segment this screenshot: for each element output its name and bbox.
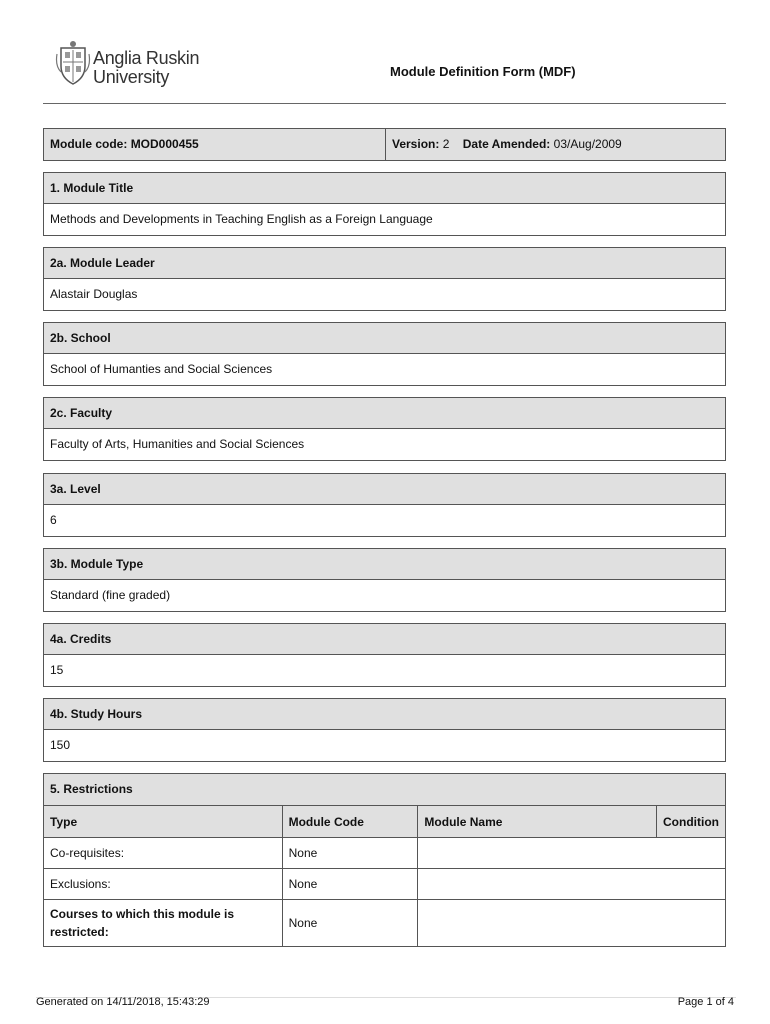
level-value: 6	[50, 513, 57, 527]
module-summary-row	[43, 128, 726, 161]
version-value: 2	[442, 137, 450, 151]
table-row	[44, 900, 725, 947]
column-header-module-code: Module Code	[282, 806, 418, 838]
row-type: Co-requisites:	[44, 838, 282, 869]
page-number: Page 1 of 4	[677, 996, 734, 1008]
school-section	[43, 322, 726, 386]
column-header-module-name: Module Name	[418, 806, 657, 838]
column-header-condition: Condition	[657, 806, 725, 838]
row-type: Courses to which this module is restricted:	[44, 900, 282, 947]
section-heading: 1. Module Title	[44, 173, 725, 204]
module-type-section	[43, 548, 726, 612]
table-header-row	[44, 806, 725, 838]
university-name-line1: Anglia Ruskin	[93, 48, 200, 68]
university-logo	[55, 38, 235, 88]
section-heading: 4b. Study Hours	[44, 699, 725, 730]
module-code-value: MOD000455	[130, 137, 199, 151]
credits-value: 15	[50, 663, 64, 677]
section-heading: 2c. Faculty	[44, 398, 725, 429]
row-module-name	[418, 838, 725, 869]
restrictions-section	[43, 773, 726, 947]
module-type-value: Standard (fine graded)	[50, 588, 171, 602]
module-leader-section	[43, 247, 726, 311]
module-code-label: Module code:	[50, 137, 128, 151]
column-header-type: Type	[44, 806, 282, 838]
row-module-name	[418, 900, 725, 947]
date-amended-value: 03/Aug/2009	[553, 137, 622, 151]
form-title: Module Definition Form (MDF)	[390, 64, 576, 79]
page-header	[43, 38, 726, 104]
row-type: Exclusions:	[44, 869, 282, 900]
faculty-value: Faculty of Arts, Humanities and Social Sciences	[50, 437, 305, 451]
restrictions-table	[44, 805, 725, 946]
section-heading: 2b. School	[44, 323, 725, 354]
faculty-section	[43, 397, 726, 461]
section-heading: 3b. Module Type	[44, 549, 725, 580]
table-row	[44, 838, 725, 869]
module-title-value: Methods and Developments in Teaching English as a Foreign Language	[50, 212, 433, 226]
module-leader-value: Alastair Douglas	[50, 287, 138, 301]
version-label: Version:	[392, 137, 440, 151]
date-amended-label: Date Amended:	[462, 137, 551, 151]
row-module-name	[418, 869, 725, 900]
level-section	[43, 473, 726, 537]
section-heading: 5. Restrictions	[44, 774, 725, 805]
school-value: School of Humanties and Social Sciences	[50, 362, 273, 376]
crest-icon	[55, 40, 91, 86]
row-module-code: None	[282, 869, 418, 900]
section-heading: 4a. Credits	[44, 624, 725, 655]
section-heading: 2a. Module Leader	[44, 248, 725, 279]
module-title-section	[43, 172, 726, 236]
section-heading: 3a. Level	[44, 474, 725, 505]
row-module-code: None	[282, 838, 418, 869]
version-cell	[386, 129, 725, 160]
credits-section	[43, 623, 726, 687]
row-module-code: None	[282, 900, 418, 947]
university-name-line2: University	[93, 67, 170, 87]
module-code-cell	[44, 129, 386, 160]
study-hours-value: 150	[50, 738, 71, 752]
study-hours-section	[43, 698, 726, 762]
generated-timestamp: Generated on 14/11/2018, 15:43:29	[36, 996, 210, 1008]
table-row	[44, 869, 725, 900]
